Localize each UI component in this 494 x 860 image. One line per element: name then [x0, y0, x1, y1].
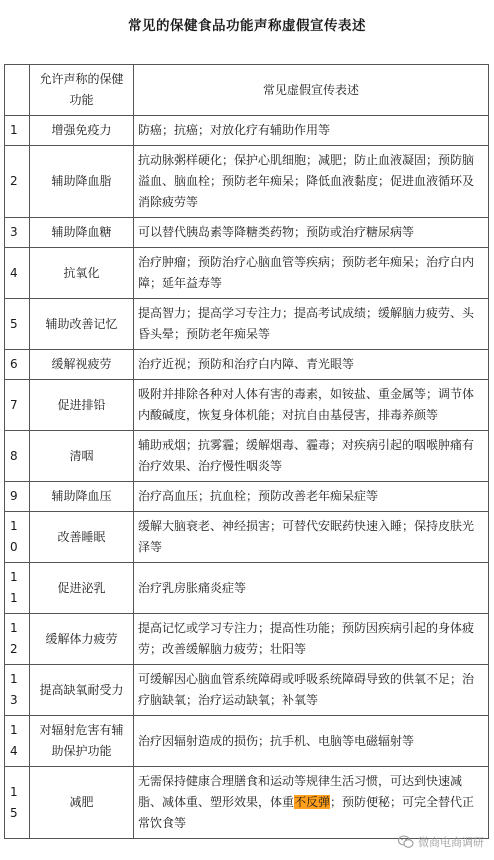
- row-desc: 治疗乳房胀痛炎症等: [134, 563, 489, 614]
- table-row: [5, 218, 489, 248]
- watermark-text: 微商电商调研: [418, 836, 484, 849]
- table-row: [5, 299, 489, 350]
- row-desc: 可缓解因心脑血管系统障碍或呼吸系统障碍导致的供氧不足；治疗脑缺氧；治疗运动缺氧；补氧等: [134, 665, 489, 716]
- row-number: 3: [5, 218, 30, 248]
- row-desc: 治疗肿瘤；预防治疗心脑血管等疾病；预防老年痴呆；治疗白内障；延年益寿等: [134, 248, 489, 299]
- row-number: 6: [5, 350, 30, 380]
- table-row: [5, 512, 489, 563]
- row-number: 14: [5, 716, 30, 767]
- row-desc: 抗动脉粥样硬化；保护心肌细胞；减肥；防止血液凝固；预防脑溢血、脑血栓；预防老年痴呆；降低血液黏度；促进血液循环及消除疲劳等: [134, 146, 489, 218]
- wechat-icon: [398, 835, 414, 849]
- row-claim: 增强免疫力: [30, 116, 134, 146]
- row-claim: 辅助改善记忆: [30, 299, 134, 350]
- row-claim: 辅助降血压: [30, 482, 134, 512]
- table-row: [5, 116, 489, 146]
- row-desc: 治疗因辐射造成的损伤；抗手机、电脑等电磁辐射等: [134, 716, 489, 767]
- row-number: 12: [5, 614, 30, 665]
- row-number: 11: [5, 563, 30, 614]
- row-claim: 促进排铅: [30, 380, 134, 431]
- row-number: 1: [5, 116, 30, 146]
- row-claim: 促进泌乳: [30, 563, 134, 614]
- row-desc: 防癌；抗癌；对放化疗有辅助作用等: [134, 116, 489, 146]
- row-claim: 缓解体力疲劳: [30, 614, 134, 665]
- table-row: [5, 614, 489, 665]
- row-desc: [134, 767, 489, 839]
- table-row: [5, 563, 489, 614]
- table-row: [5, 350, 489, 380]
- row-number: 9: [5, 482, 30, 512]
- row-desc: 辅助戒烟；抗雾霾；缓解烟毒、霾毒；对疾病引起的咽喉肿痛有治疗效果、治疗慢性咽炎等: [134, 431, 489, 482]
- row-claim: 清咽: [30, 431, 134, 482]
- row-desc: 治疗高血压；抗血栓；预防改善老年痴呆症等: [134, 482, 489, 512]
- row-claim: 辅助降血脂: [30, 146, 134, 218]
- table-row: [5, 146, 489, 218]
- header-desc: 常见虚假宣传表述: [134, 65, 489, 116]
- table-row: [5, 767, 489, 839]
- row-claim: 辅助降血糖: [30, 218, 134, 248]
- page-title: 常见的保健食品功能声称虚假宣传表述: [128, 18, 366, 34]
- highlighted-text: 不反弹: [294, 795, 331, 809]
- row-number: 4: [5, 248, 30, 299]
- row-claim: 提高缺氧耐受力: [30, 665, 134, 716]
- row-claim: 缓解视疲劳: [30, 350, 134, 380]
- row-number: 7: [5, 380, 30, 431]
- table-row: [5, 248, 489, 299]
- table-header-row: [5, 65, 489, 116]
- row-number: 10: [5, 512, 30, 563]
- claims-table: [4, 64, 489, 839]
- watermark: [398, 834, 484, 850]
- row-claim: 改善睡眠: [30, 512, 134, 563]
- table-row: [5, 482, 489, 512]
- row-desc: 吸附并排除各种对人体有害的毒素，如铵盐、重金属等；调节体内酸碱度，恢复身体机能；对抗自由基侵害，排毒养颜等: [134, 380, 489, 431]
- table-row: [5, 716, 489, 767]
- row-claim: 抗氧化: [30, 248, 134, 299]
- row-number: 2: [5, 146, 30, 218]
- row-desc: 缓解大脑衰老、神经损害；可替代安眠药快速入睡；保持皮肤光泽等: [134, 512, 489, 563]
- row-desc: 提高智力；提高学习专注力；提高考试成绩；缓解脑力疲劳、头昏头晕；预防老年痴呆等: [134, 299, 489, 350]
- table-row: [5, 380, 489, 431]
- row-claim: 对辐射危害有辅助保护功能: [30, 716, 134, 767]
- header-claim: 允许声称的保健功能: [30, 65, 134, 116]
- desc-text: 无需保持健康合理膳食和运动等规律生活习惯，可达到快速减脂、减体重、塑形效果，体重: [138, 774, 463, 809]
- table-row: [5, 665, 489, 716]
- row-desc: 可以替代胰岛素等降糖类药物；预防或治疗糖尿病等: [134, 218, 489, 248]
- row-number: 13: [5, 665, 30, 716]
- row-number: 15: [5, 767, 30, 839]
- row-desc: 提高记忆或学习专注力；提高性功能；预防因疾病引起的身体疲劳；改善缓解脑力疲劳；壮阳等: [134, 614, 489, 665]
- row-desc: 治疗近视；预防和治疗白内障、青光眼等: [134, 350, 489, 380]
- table-row: [5, 431, 489, 482]
- header-number: [5, 65, 30, 116]
- row-number: 5: [5, 299, 30, 350]
- row-claim: 减肥: [30, 767, 134, 839]
- row-number: 8: [5, 431, 30, 482]
- desc-text: ；预防便秘；可完全替代正常饮食等: [138, 795, 475, 830]
